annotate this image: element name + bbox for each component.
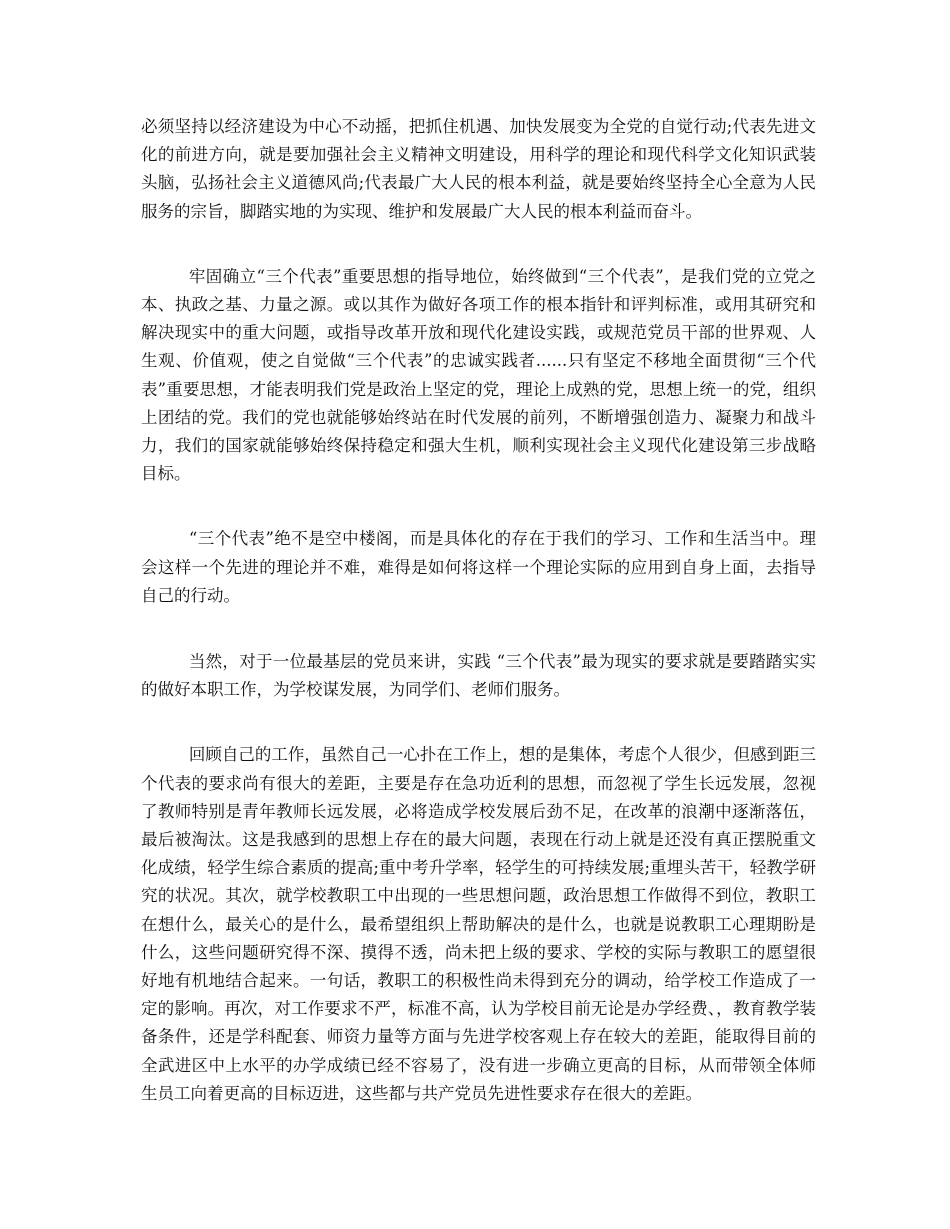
paragraph-1: 必须坚持以经济建设为中心不动摇，把抓住机遇、加快发展变为全党的自觉行动;代表先进文化的前进方向，就是要加强社会主义精神文明建设，用科学的理论和现代科学文化知识武装头脑，弘扬社会主义道德风尚;代表最广大人民的根本利益，就是要始终坚持全心全意为人民服务的宗旨，脚踏实地的为实现、维护和发展最广大人民的根本利益而奋斗。 [141,117,816,221]
paragraph-3: “三个代表”绝不是空中楼阁，而是具体化的存在于我们的学习、工作和生活当中。理会这样一个先进的理论并不难，难得是如何将这样一个理论实际的应用到自身上面，去指导自己的行动。 [141,529,816,605]
paragraph-spacer [141,488,816,525]
paragraph-spacer [141,226,816,263]
paragraph-2: 牢固确立“三个代表”重要思想的指导地位，始终做到“三个代表”，是我们党的立党之本、执政之基、力量之源。或以其作为做好各项工作的根本指针和评判标准，或用其研究和解决现实中的重大问题，或指导改革开放和现代化建设实践，或规范党员干部的世界观、人生观、价值观，使之自觉做“三个代表”的忠诚实践者......只有坚定不移地全面贯彻“三个代表”重要思想，才能表明我们党是政治上坚定的党，理论上成熟的党，思想上统一的党，组织上团结的党。我们的党也就能够始终站在时代发展的前列，不断增强创造力、凝聚力和战斗力，我们的国家就能够始终保持稳定和强大生机，顺利实现社会主义现代化建设第三步战略目标。 [141,266,816,484]
paragraph-5: 回顾自己的工作，虽然自己一心扑在工作上，想的是集体，考虑个人很少，但感到距三个代表的要求尚有很大的差距，主要是存在急功近利的思想，而忽视了学生长远发展，忽视了教师特别是青年教师长远发展，必将造成学校发展后劲不足，在改革的浪潮中逐渐落伍，最后被淘汰。这是我感到的思想上存在的最大问题，表现在行动上就是还没有真正摆脱重文化成绩，轻学生综合素质的提高;重中考升学率，轻学生的可持续发展;重埋头苦干，轻教学研究的状况。其次，就学校教职工中出现的一些思想问题，政治思想工作做得不到位，教职工在想什么，最关心的是什么，最希望组织上帮助解决的是什么，也就是说教职工心理期盼是什么，这些问题研究得不深、摸得不透，尚未把上级的要求、学校的实际与教职工的愿望很好地有机地结合起来。一句话，教职工的积极性尚未得到充分的调动，给学校工作造成了一定的影响。再次，对工作要求不严，标准不高，认为学校目前无论是办学经费、，教育教学装备条件，还是学科配套、师资力量等方面与先进学校客观上存在较大的差距，能取得目前的全武进区中上水平的办学成绩已经不容易了，没有进一步确立更高的目标，从而带领全体师生员工向着更高的目标迈进，这些都与共产党员先进性要求存在很大的差距。 [141,745,816,1103]
paragraph-spacer [141,610,816,648]
paragraph-4: 当然，对于一位最基层的党员来讲，实践 “三个代表”最为现实的要求就是要踏踏实实的做好本职工作，为学校谋发展，为同学们、老师们服务。 [141,652,816,700]
document-page [141,113,816,1108]
paragraph-spacer [141,704,816,741]
